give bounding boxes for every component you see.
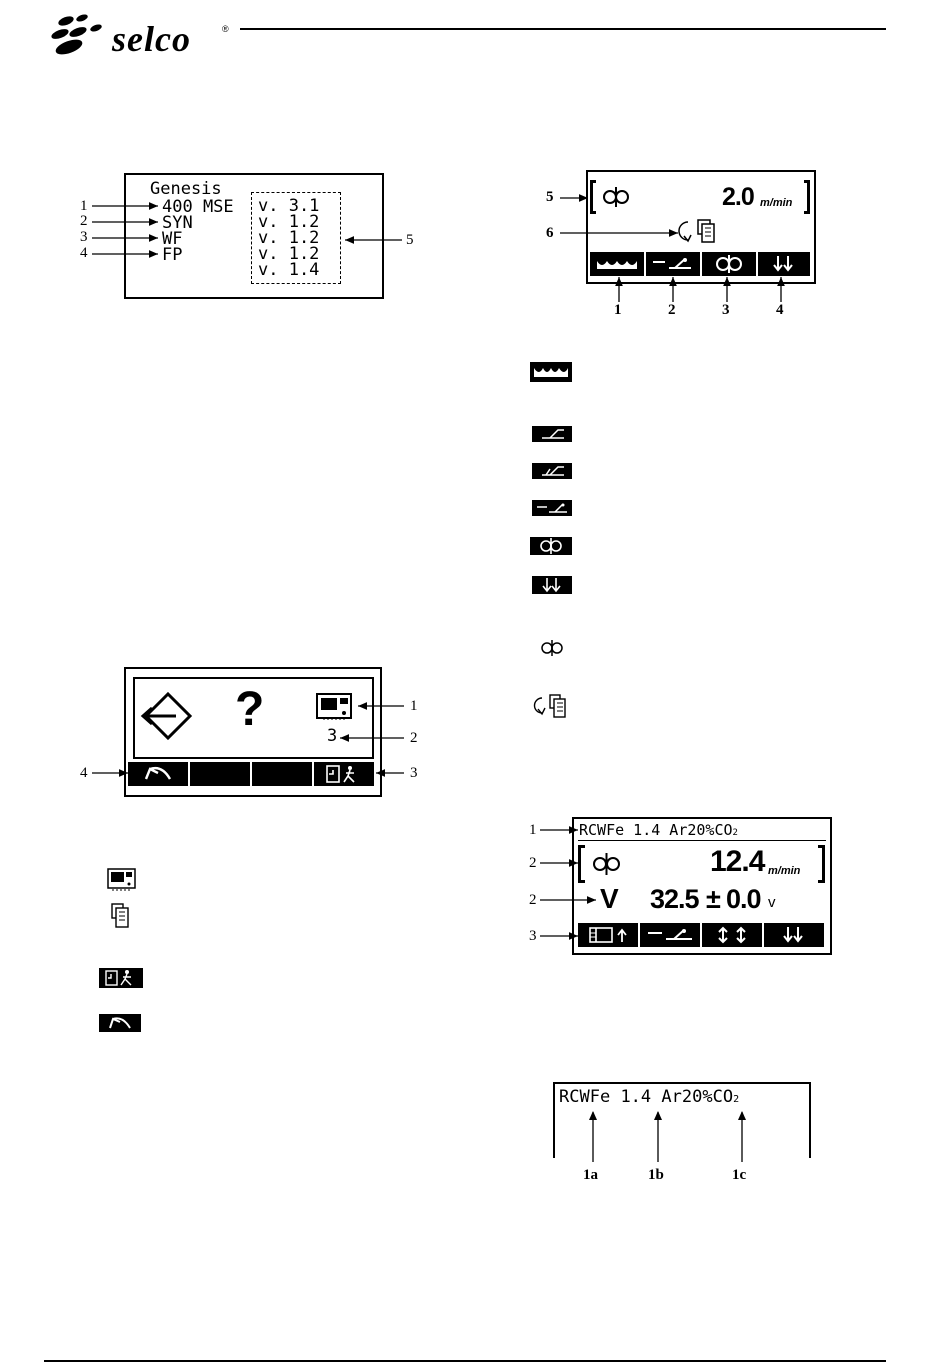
waveform-legend-icon [530, 362, 572, 382]
callout-4: 4 [80, 765, 88, 781]
brand-name: selco [112, 19, 191, 59]
callout-2: 2 [410, 730, 418, 746]
callout-arrows-help [0, 650, 950, 810]
callout-4: 4 [80, 245, 88, 261]
torch-trigger-legend-icon [532, 500, 572, 516]
callout-3: 3 [410, 765, 418, 781]
help-number: 3 [327, 726, 338, 746]
voltage-unit: v [768, 894, 776, 911]
version-3: v. 1.2 [258, 228, 320, 248]
callout-2: 2 [529, 855, 537, 871]
callout-1a: 1a [583, 1167, 598, 1183]
callout-3: 3 [529, 928, 537, 944]
version-5: v. 1.4 [258, 260, 320, 280]
version-2: v. 1.2 [258, 212, 320, 232]
torch-4t-legend-icon [532, 463, 572, 479]
wire-speed-unit: m/min [760, 197, 793, 209]
wire-speed-value: 12.4 [710, 845, 765, 878]
version-1: v. 3.1 [258, 196, 320, 216]
voltage-value: 32.5 [650, 884, 699, 914]
version-4: v. 1.2 [258, 244, 320, 264]
callout-3: 3 [722, 302, 730, 318]
gas-mixture: Ar20%CO [661, 1087, 734, 1107]
callout-2: 2 [80, 213, 88, 229]
callout-2: 2 [668, 302, 676, 318]
callout-1: 1 [80, 198, 88, 214]
model-label: 400 MSE [162, 197, 234, 217]
callout-1: 1 [410, 698, 418, 714]
callout-1: 1 [529, 822, 537, 838]
wire-inch-legend-icon [532, 576, 572, 594]
program-text: RCWFe 1.4 Ar20%CO [579, 821, 733, 839]
wire-speed-unit: m/min [768, 865, 801, 877]
callout-arrows-main [0, 800, 950, 970]
callout-arrows-wire [0, 0, 950, 320]
torch-2t-legend-icon [532, 426, 572, 442]
undo-legend-icon [99, 1014, 141, 1032]
callout-3: 3 [80, 229, 88, 245]
voltage-correction: 0.0 [726, 884, 761, 914]
device-title: Genesis [150, 179, 222, 199]
callout-2b: 2 [529, 892, 537, 908]
help-question-mark: ? [235, 683, 265, 736]
wf-label: WF [162, 229, 183, 249]
callout-5: 5 [546, 189, 554, 205]
plus-minus-sign: ± [706, 884, 721, 914]
syn-label: SYN [162, 213, 193, 233]
wire-diameter: 1.4 [620, 1087, 652, 1107]
process-code: RCWFe [559, 1087, 611, 1107]
fp-label: FP [162, 245, 183, 265]
program-subscript: 2 [732, 828, 738, 838]
gas-subscript: 2 [733, 1094, 740, 1105]
callout-5: 5 [406, 232, 414, 248]
footer-rule [44, 1360, 886, 1362]
callout-arrows-detail [0, 1100, 950, 1170]
exit-legend-icon [99, 968, 143, 988]
wire-speed-value: 2.0 [722, 183, 754, 211]
callout-1c: 1c [732, 1167, 747, 1183]
callout-6: 6 [546, 225, 554, 241]
registered-mark: ® [222, 24, 229, 34]
wire-speed-legend-icon [530, 537, 572, 555]
callout-1: 1 [614, 302, 622, 318]
voltage-symbol: V [600, 883, 619, 914]
callout-1b: 1b [648, 1167, 664, 1183]
callout-4: 4 [776, 302, 784, 318]
